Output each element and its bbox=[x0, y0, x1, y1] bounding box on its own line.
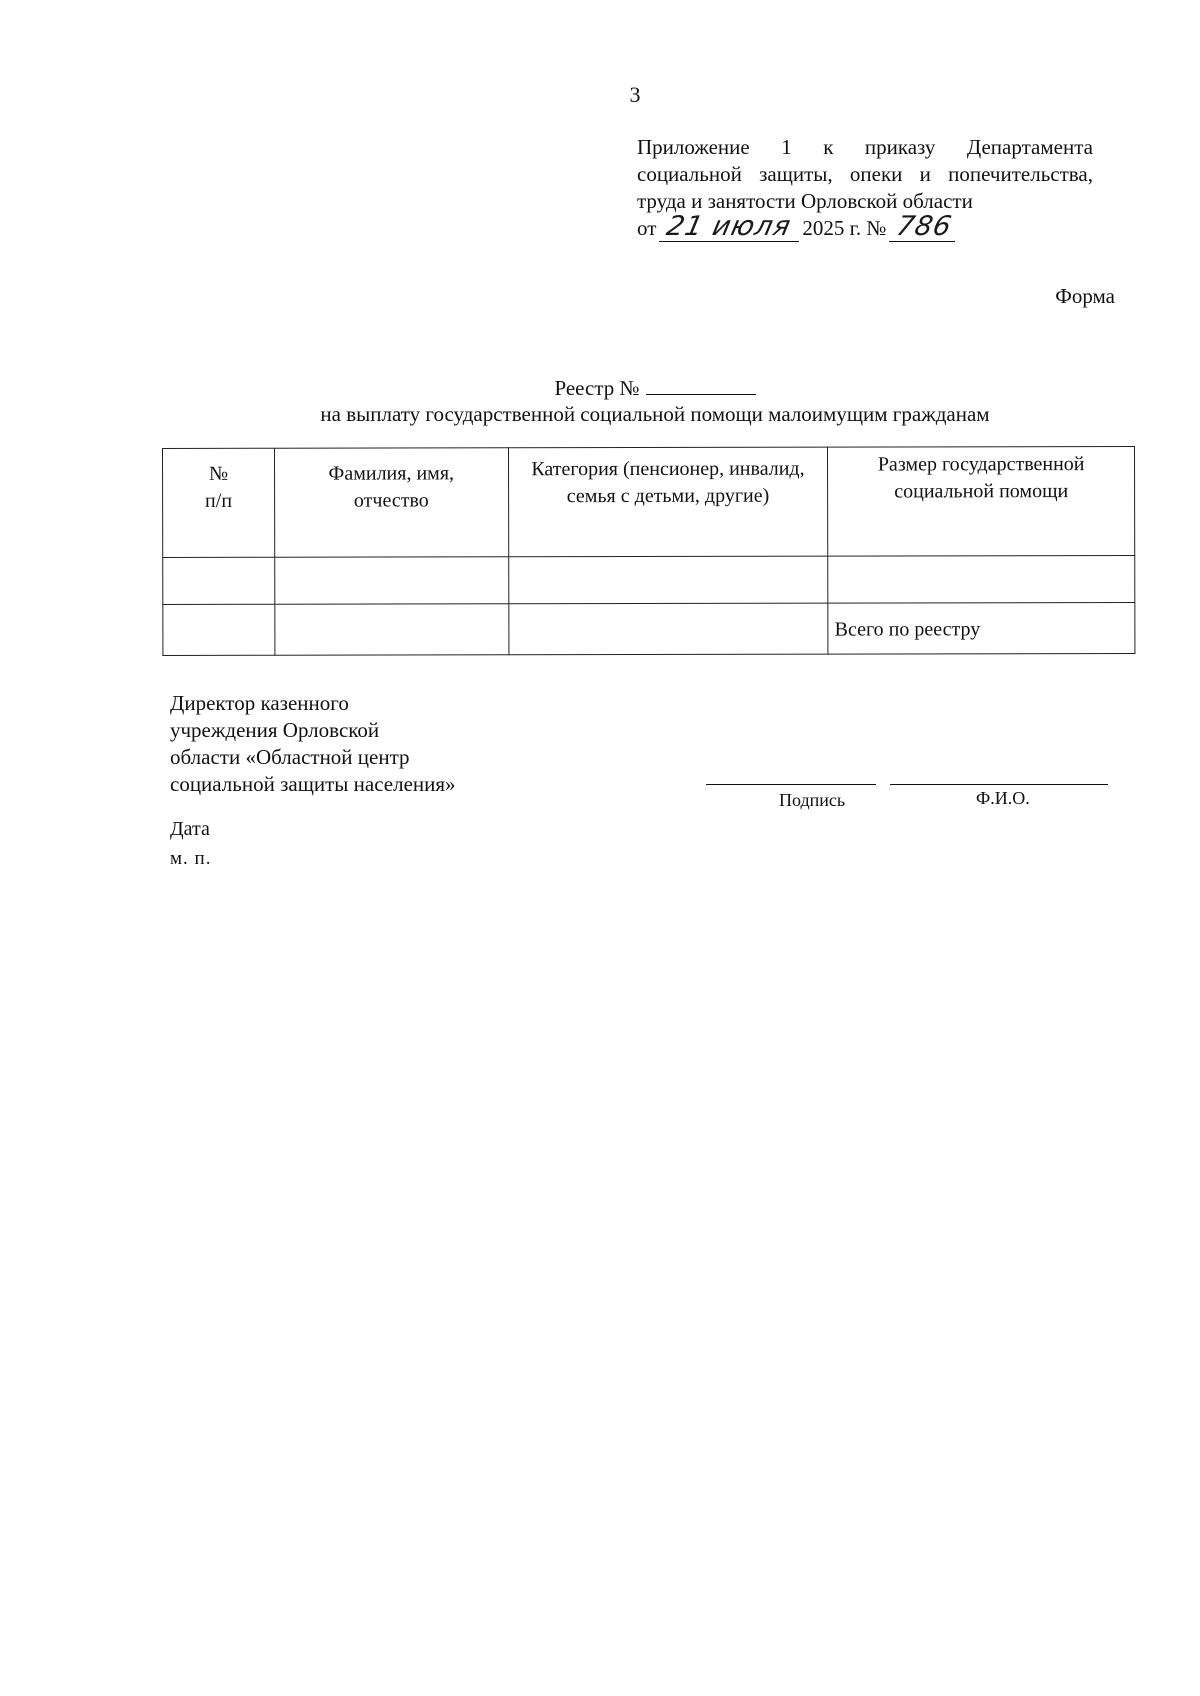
registry-number-blank bbox=[646, 376, 756, 395]
form-label: Форма bbox=[1055, 284, 1115, 308]
appendix-line-1 bbox=[637, 134, 1093, 161]
appendix-word: попечительства, bbox=[948, 162, 1093, 186]
column-header-category: Категория (пенсионер, инвалид, семья с детьми, другие) bbox=[508, 447, 828, 557]
date-label: Дата bbox=[170, 818, 210, 840]
registry-table bbox=[162, 446, 1135, 656]
director-line: Директор казенного bbox=[170, 691, 349, 715]
appendix-word: Департамента bbox=[966, 135, 1093, 159]
signature-line bbox=[706, 784, 876, 785]
appendix-word: защиты, bbox=[759, 162, 833, 186]
appendix-word: и bbox=[919, 162, 931, 186]
table-cell bbox=[828, 555, 1135, 603]
table-cell bbox=[275, 604, 509, 655]
order-date-handwritten: 21 июля bbox=[664, 211, 795, 242]
signature-label: Подпись bbox=[779, 790, 846, 810]
full-name-label: Ф.И.О. bbox=[976, 788, 1030, 808]
appendix-word: опеки bbox=[849, 162, 903, 186]
appendix-word: Приложение bbox=[637, 135, 750, 159]
director-line: учреждения Орловской bbox=[170, 718, 380, 742]
column-header-amount: Размер государственной социальной помощи bbox=[828, 446, 1135, 556]
table-cell bbox=[275, 557, 509, 604]
seal-label: м. п. bbox=[170, 848, 212, 869]
director-title bbox=[170, 690, 456, 798]
appendix-line-3: труда и занятости Орловской области bbox=[637, 189, 973, 213]
director-line: области «Областной центр bbox=[170, 745, 410, 769]
registry-subtitle: на выплату государственной социальной помощи малоимущим гражданам bbox=[320, 402, 990, 426]
order-date-field bbox=[659, 211, 799, 242]
order-number-field bbox=[889, 211, 956, 242]
table-row bbox=[163, 555, 1135, 604]
table-cell bbox=[163, 557, 275, 604]
table-total-row bbox=[163, 602, 1135, 655]
appendix-header bbox=[637, 134, 1093, 242]
order-reference bbox=[637, 211, 1093, 242]
appendix-word: приказу bbox=[864, 135, 936, 159]
appendix-line-2 bbox=[637, 161, 1093, 188]
appendix-word: к bbox=[823, 135, 834, 159]
table-cell bbox=[163, 604, 275, 655]
order-prefix: от bbox=[637, 216, 657, 240]
page-number: 3 bbox=[629, 82, 641, 107]
table-header-row bbox=[163, 446, 1135, 557]
registry-title-text: Реестр № bbox=[554, 376, 640, 400]
appendix-word: социальной bbox=[637, 162, 742, 186]
column-header-full-name: Фамилия, имя, отчество bbox=[274, 448, 508, 557]
director-line: социальной защиты населения» bbox=[170, 772, 456, 796]
column-header-number: № п/п bbox=[163, 448, 275, 557]
order-number-handwritten: 786 bbox=[894, 211, 956, 242]
full-name-line bbox=[890, 784, 1108, 785]
order-year: 2025 г. № bbox=[802, 216, 887, 240]
appendix-word: 1 bbox=[781, 135, 792, 159]
total-label: Всего по реестру bbox=[828, 602, 1135, 654]
table-cell bbox=[508, 603, 828, 655]
table-cell bbox=[508, 556, 828, 604]
registry-title bbox=[55, 376, 1200, 401]
